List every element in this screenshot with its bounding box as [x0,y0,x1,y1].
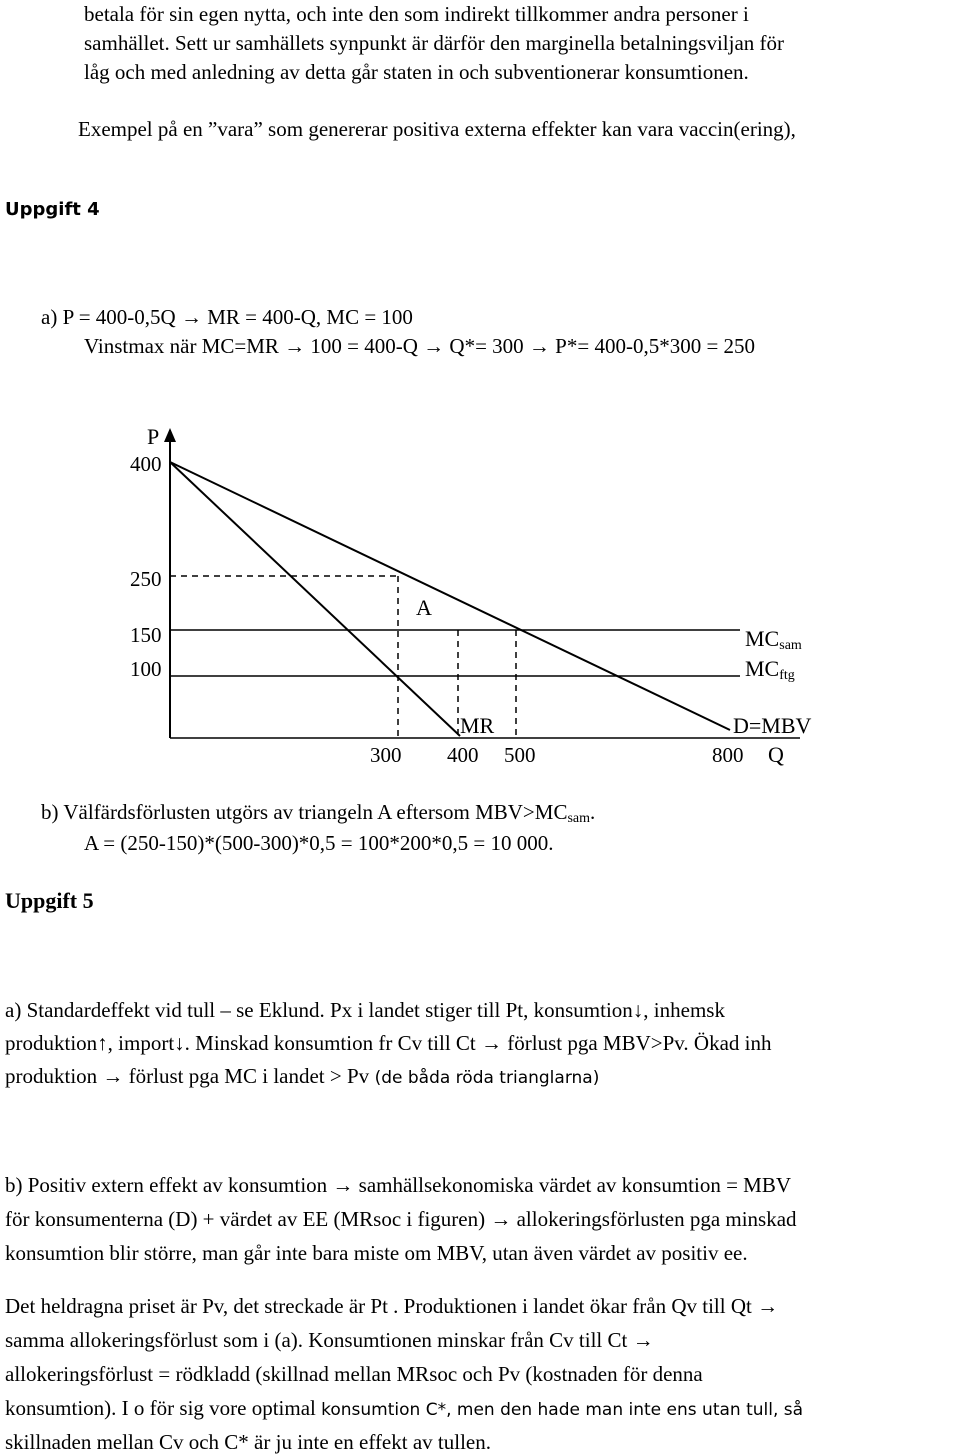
uppgift-5-c-line-4 [5,1394,803,1424]
y-tick-250: 250 [130,567,162,591]
uppgift-4-b-line-2: A = (250-150)*(500-300)*0,5 = 100*200*0,5 = 10 000. [84,831,554,855]
uppgift-4-b-line-1 [41,798,595,833]
uppgift-5-b-line-3: konsumtion blir större, man går inte bara miste om MBV, utan även värdet av positiv ee. [5,1241,748,1265]
uppgift-5-a-line-1: a) Standardeffekt vid tull – se Eklund. Px i landet stiger till Pt, konsumtion↓, inhemsk [5,998,725,1022]
a-line-3-prefix: produktion → förlust pga MC i landet > Pv [5,1064,370,1088]
mc-ftg-label: MCftg [745,656,795,683]
uppgift-5-heading: Uppgift 5 [5,888,94,913]
d-mbv-label: D=MBV [733,713,812,738]
x-tick-400: 400 [447,743,479,767]
x-tick-300: 300 [370,743,402,767]
c-line-4-prefix: konsumtion). I o för sig vore optimal [5,1396,322,1420]
uppgift-5-c-line-3: allokeringsförlust = rödkladd (skillnad mellan MRsoc och Pv (kostnaden för denna [5,1362,703,1386]
demand-line [170,462,730,730]
y-tick-400: 400 [130,452,162,476]
uppgift-4-a-line-2: Vinstmax när MC=MR → 100 = 400-Q → Q*= 300 → P*= 400-0,5*300 = 250 [84,334,756,358]
area-a-label: A [416,595,432,620]
mr-label: MR [460,713,495,738]
uppgift-5-b-line-2: för konsumenterna (D) + värdet av EE (MRsoc i figuren) → allokeringsförlusten pga minskad [5,1207,797,1231]
intro-line-4: Exempel på en ”vara” som genererar positiva externa effekter kan vara vaccin(ering), [78,117,796,141]
uppgift-4-heading: Uppgift 4 [5,199,100,220]
a-line-3-sans: (de båda röda trianglarna) [369,1068,600,1088]
p-axis-label: P [147,424,160,449]
y-tick-150: 150 [130,623,162,647]
y-axis-arrow-icon [164,428,176,442]
b-line-1-suffix: . [590,800,596,824]
intro-line-3: låg och med anledning av detta går staten in och subventionerar konsumtionen. [84,60,749,84]
c-line-4-sans: konsumtion C*, men den hade man inte ens utan tull, så [321,1400,804,1420]
intro-line-2: samhället. Sett ur samhällets synpunkt är därför den marginella betalningsviljan för [84,31,785,55]
b-line-1-prefix: b) Välfärdsförlusten utgörs av triangeln A eftersom MBV>MC [41,800,568,824]
uppgift-5-c-line-2: samma allokeringsförlust som i (a). Konsumtionen minskar från Cv till Ct → [5,1328,654,1352]
uppgift-4-a-line-1: a) P = 400-0,5Q → MR = 400-Q, MC = 100 [41,305,413,329]
y-tick-100: 100 [130,657,162,681]
x-tick-500: 500 [504,743,536,767]
uppgift-5-c-line-1: Det heldragna priset är Pv, det streckade är Pt . Produktionen i landet ökar från Qv till Qt → [5,1294,779,1318]
q-axis-label: Q [768,742,784,767]
intro-line-1: betala för sin egen nytta, och inte den som indirekt tillkommer andra personer i [84,2,749,26]
b-line-1-sub: sam [567,811,591,826]
uppgift-5-c-line-5: skillnaden mellan Cv och C* är ju inte en effekt av tullen. [5,1430,491,1454]
uppgift-5-a-line-2: produktion↑, import↓. Minskad konsumtion fr Cv till Ct → förlust pga MBV>Pv. Ökad inh [5,1031,772,1055]
x-tick-800: 800 [712,743,744,767]
mc-sam-label: MCsam [745,626,802,653]
uppgift-5-a-line-3 [5,1062,599,1092]
uppgift-5-b-line-1: b) Positiv extern effekt av konsumtion → samhällsekonomiska värdet av konsumtion = MBV [5,1173,792,1197]
